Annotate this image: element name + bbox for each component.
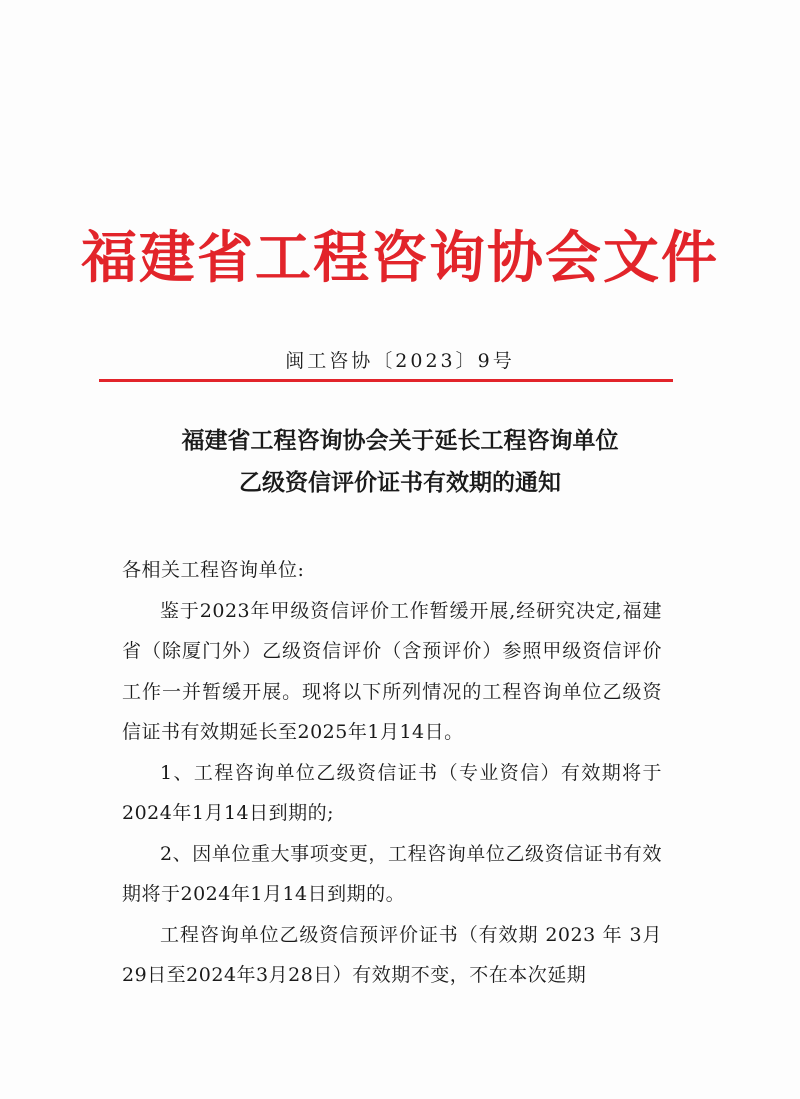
notice-title-line-1: 福建省工程咨询协会关于延长工程咨询单位	[181, 428, 619, 454]
document-number: 闽工咨协〔2023〕9号	[285, 350, 515, 372]
salutation: 各相关工程咨询单位:	[122, 559, 305, 581]
notice-title-line-2: 乙级资信评价证书有效期的通知	[239, 470, 561, 496]
paragraph-1: 鉴于2023年甲级资信评价工作暂缓开展,经研究决定,福建省（除厦门外）乙级资信评价（含预评价）参照甲级资信评价工作一并暂缓开展。现将以下所列情况的工程咨询单位乙级资信证书有效期延长至2025年1月14日。	[122, 599, 662, 743]
paragraph-3: 2、因单位重大事项变更，工程咨询单位乙级资信证书有效期将于2024年1月14日到期的。	[122, 842, 662, 905]
paragraph-4: 工程咨询单位乙级资信预评价证书（有效期 2023 年 3月29日至2024年3月28日）有效期不变，不在本次延期	[122, 923, 662, 986]
notice-body	[122, 550, 662, 996]
notice-title	[0, 420, 800, 504]
masthead-title: 福建省工程咨询协会文件	[81, 225, 719, 291]
red-divider-line	[99, 379, 673, 382]
paragraph-2: 1、工程咨询单位乙级资信证书（专业资信）有效期将于2024年1月14日到期的;	[122, 761, 662, 824]
